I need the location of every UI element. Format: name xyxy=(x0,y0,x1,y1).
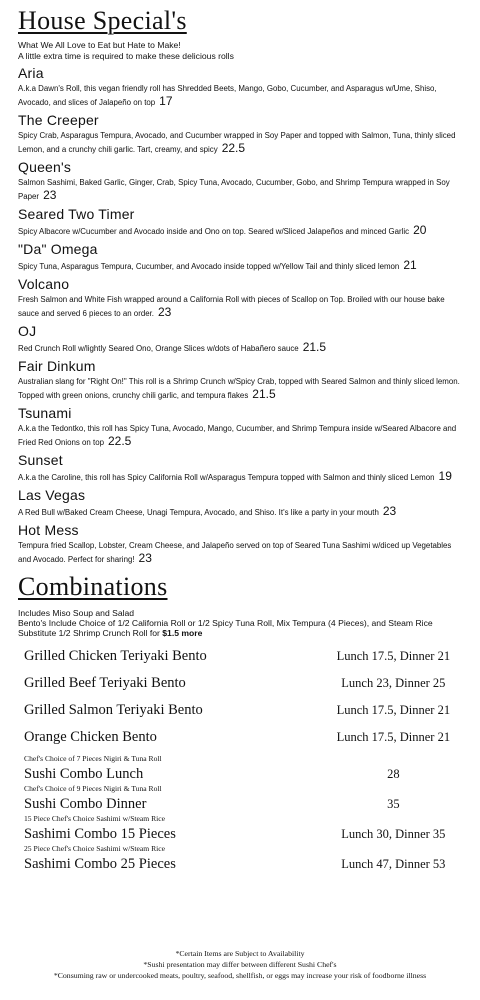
menu-item xyxy=(18,522,466,566)
menu-item-description-text: Spicy Crab, Asparagus Tempura, Avocado, and Cucumber wrapped in Soy Paper and topped with Salmon, Tuna, thinly sliced Lemon, and a crunchy chili garlic. Tart, creamy, and spicy xyxy=(18,131,456,154)
menu-item-name: Queen's xyxy=(18,159,72,175)
combo-name: Grilled Beef Teriyaki Bento xyxy=(24,675,186,691)
combo-description: Chef's Choice of 9 Pieces Nigiri & Tuna Roll xyxy=(24,784,162,793)
menu-item-name: Tsunami xyxy=(18,405,72,421)
combo-name-cell xyxy=(24,727,323,754)
combo-name-cell xyxy=(24,814,323,844)
menu-item-price: 22.5 xyxy=(107,434,132,448)
menu-item-price: 17 xyxy=(159,94,173,108)
combo-name: Grilled Chicken Teriyaki Bento xyxy=(24,648,207,664)
intro-line: What We All Love to Eat but Hate to Make! xyxy=(18,40,181,50)
combo-name-cell xyxy=(24,673,323,700)
menu-item xyxy=(18,358,466,402)
menu-item-name: OJ xyxy=(18,323,37,339)
combo-name: Grilled Salmon Teriyaki Bento xyxy=(24,702,203,718)
menu-item-description xyxy=(18,224,466,238)
menu-item xyxy=(18,206,466,238)
combo-price: Lunch 47, Dinner 53 xyxy=(341,857,446,871)
menu-item-price: 20 xyxy=(413,223,427,237)
menu-item-description xyxy=(18,376,466,402)
menu-item-name: The Creeper xyxy=(18,112,99,128)
intro-substitute-price: $1.5 more xyxy=(162,628,203,638)
menu-item-description-text: Salmon Sashimi, Baked Garlic, Ginger, Crab, Spicy Tuna, Avocado, Cucumber, Gobo, and Shrimp Tempura wrapped in Soy Paper xyxy=(18,178,450,201)
combo-name-cell xyxy=(24,844,323,874)
menu-item-description xyxy=(18,83,466,109)
combo-row xyxy=(24,784,464,814)
combo-price: 28 xyxy=(387,767,400,781)
intro-line xyxy=(18,628,466,638)
menu-item-price: 23 xyxy=(157,305,172,319)
menu-item-name: Seared Two Timer xyxy=(18,206,135,222)
menu-item-name: Hot Mess xyxy=(18,522,79,538)
combo-name: Sashimi Combo 15 Pieces xyxy=(24,826,176,842)
menu-item-price: 23 xyxy=(138,551,152,565)
menu-item-description xyxy=(18,130,466,156)
combo-name: Sushi Combo Dinner xyxy=(24,796,147,812)
menu-item-name: Volcano xyxy=(18,276,70,292)
combo-name: Orange Chicken Bento xyxy=(24,729,157,745)
combo-row xyxy=(24,814,464,844)
menu-item-price: 23 xyxy=(382,504,397,518)
menu-item-description-text: Tempura fried Scallop, Lobster, Cream Cheese, and Jalapeño served on top of Seared Tuna Sashimi w/diced up Vegetables and Avocado. Perfect for sharing! xyxy=(18,541,452,564)
intro-line: A little extra time is required to make these delicious rolls xyxy=(18,51,234,61)
menu-item-price: 23 xyxy=(43,188,57,202)
combo-price: Lunch 17.5, Dinner 21 xyxy=(336,649,451,663)
menu-item-price: 21.5 xyxy=(252,387,276,401)
menu-page xyxy=(18,6,466,874)
menu-item xyxy=(18,487,466,519)
menu-item-description xyxy=(18,505,466,519)
combinations-table xyxy=(24,646,464,874)
combo-description: Chef's Choice of 7 Pieces Nigiri & Tuna Roll xyxy=(24,754,162,763)
menu-item-name: Las Vegas xyxy=(18,487,86,503)
menu-item xyxy=(18,241,466,273)
menu-item xyxy=(18,159,466,203)
menu-item-name: Fair Dinkum xyxy=(18,358,96,374)
menu-item-price: 21 xyxy=(403,258,417,272)
combinations-intro xyxy=(18,608,466,638)
combo-row xyxy=(24,754,464,784)
menu-item-description-text: A Red Bull w/Baked Cream Cheese, Unagi Tempura, Avocado, and Shiso. It's like a party in your mouth xyxy=(18,508,379,517)
combo-name-cell xyxy=(24,646,323,673)
combo-name: Sashimi Combo 25 Pieces xyxy=(24,856,176,872)
menu-item-description xyxy=(18,259,466,273)
menu-item-description xyxy=(18,341,466,355)
combo-row xyxy=(24,673,464,700)
menu-item xyxy=(18,452,466,484)
menu-item-price: 21.5 xyxy=(302,340,327,354)
combo-row xyxy=(24,646,464,673)
combo-price: Lunch 23, Dinner 25 xyxy=(341,676,446,690)
menu-item-description-text: Spicy Tuna, Asparagus Tempura, Cucumber, and Avocado inside topped w/Yellow Tail and thinly sliced lemon xyxy=(18,262,400,271)
menu-item-description-text: Spicy Albacore w/Cucumber and Avocado inside and Ono on top. Seared w/Sliced Jalapeños and minced Garlic xyxy=(18,227,410,236)
menu-item-price: 19 xyxy=(438,469,452,483)
menu-item xyxy=(18,323,466,355)
menu-item-description-text: A.k.a the Tedontko, this roll has Spicy Tuna, Avocado, Mango, Cucumber, and Shrimp Tempura inside w/Seared Albacore and Fried Red Onions on top xyxy=(18,424,457,447)
menu-item-description xyxy=(18,540,466,566)
combo-price: Lunch 17.5, Dinner 21 xyxy=(336,730,451,744)
menu-item-price: 22.5 xyxy=(221,141,246,155)
intro-line: Includes Miso Soup and Salad xyxy=(18,608,135,618)
combo-name-cell xyxy=(24,754,323,784)
combo-description: 25 Piece Chef's Choice Sashimi w/Steam Rice xyxy=(24,844,165,853)
menu-item-description-text: Red Crunch Roll w/lightly Seared Ono, Orange Slices w/dots of Habañero sauce xyxy=(18,344,299,353)
menu-item-name: Sunset xyxy=(18,452,63,468)
menu-item-description xyxy=(18,470,466,484)
house-special-list xyxy=(18,65,466,566)
combo-name-cell xyxy=(24,784,323,814)
combo-price: 35 xyxy=(387,797,400,811)
menu-item-description xyxy=(18,294,466,320)
footnotes xyxy=(0,948,480,981)
house-special-intro xyxy=(18,40,466,62)
menu-item-description-text: Australian slang for "Right On!" This roll is a Shrimp Crunch w/Spicy Crab, topped with Seared Salmon and thinly sliced lemon. Topped with green onions, crunchy chili garlic, and tempura flakes xyxy=(18,377,460,400)
footnote: *Certain Items are Subject to Availability xyxy=(175,949,305,958)
combo-description: 15 Piece Chef's Choice Sashimi w/Steam Rice xyxy=(24,814,165,823)
intro-line: Bento's Include Choice of 1/2 California Roll or 1/2 Spicy Tuna Roll, Mix Tempura (4 Pieces), and Steam Rice xyxy=(18,618,433,628)
combinations-title: Combinations xyxy=(18,572,168,601)
menu-item-name: Aria xyxy=(18,65,44,81)
combo-price: Lunch 17.5, Dinner 21 xyxy=(336,703,451,717)
house-special-title: House Special's xyxy=(18,6,187,35)
footnote: *Consuming raw or undercooked meats, poultry, seafood, shellfish, or eggs may increase your risk of foodborne illness xyxy=(53,971,427,980)
menu-item-description xyxy=(18,177,466,203)
menu-item xyxy=(18,405,466,449)
footnote: *Sushi presentation may differ between different Sushi Chef's xyxy=(143,960,337,969)
menu-item-description-text: A.k.a the Caroline, this roll has Spicy California Roll w/Asparagus Tempura topped with Salmon and thinly sliced Lemon xyxy=(18,473,435,482)
combo-row xyxy=(24,727,464,754)
menu-item-description-text: Fresh Salmon and White Fish wrapped around a California Roll with pieces of Scallop on Top. Broiled with our house bake sauce and served 6 pieces to an order. xyxy=(18,295,445,318)
menu-item-description-text: A.k.a Dawn's Roll, this vegan friendly roll has Shredded Beets, Mango, Gobo, Cucumber, and Asparagus w/Ume, Shiso, Avocado, and slices of Jalapeño on top xyxy=(18,84,437,107)
menu-item-description xyxy=(18,423,466,449)
menu-item-name: "Da" Omega xyxy=(18,241,98,257)
menu-item xyxy=(18,112,466,156)
combo-name: Sushi Combo Lunch xyxy=(24,766,144,782)
combo-row xyxy=(24,844,464,874)
combo-price: Lunch 30, Dinner 35 xyxy=(341,827,446,841)
combo-name-cell xyxy=(24,700,323,727)
combo-row xyxy=(24,700,464,727)
intro-substitute: Substitute 1/2 Shrimp Crunch Roll for xyxy=(18,628,160,638)
menu-item xyxy=(18,276,466,320)
menu-item xyxy=(18,65,466,109)
